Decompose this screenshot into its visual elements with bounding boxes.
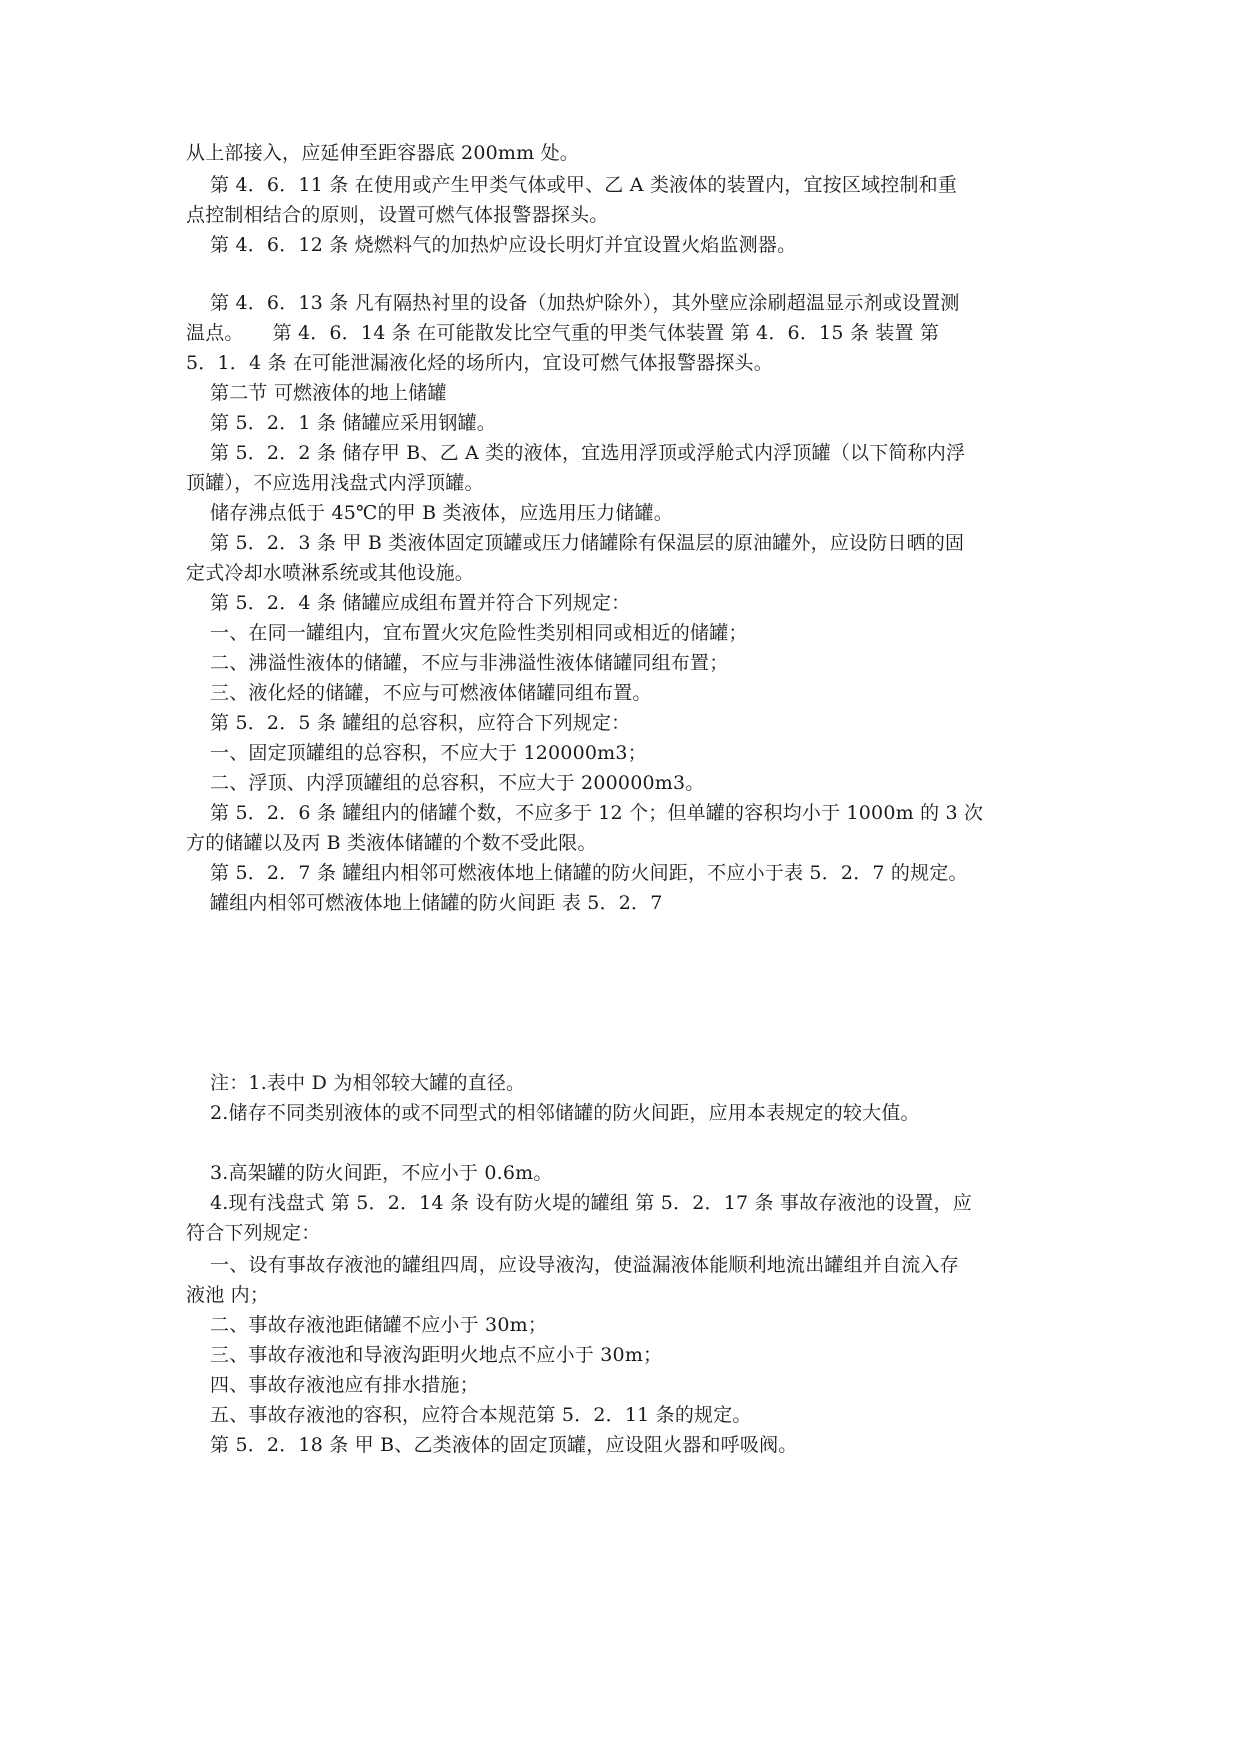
text-line: 符合下列规定： <box>186 1222 321 1244</box>
text-line: 二、事故存液池距储罐不应小于 30m； <box>210 1314 548 1336</box>
text-line: 第 5．2．3 条 甲 B 类液体固定顶罐或压力储罐除有保温层的原油罐外，应设防日晒的固 <box>210 532 965 554</box>
text-line: 第 5．2．7 条 罐组内相邻可燃液体地上储罐的防火间距，不应小于表 5．2．7 的规定。 <box>210 862 968 884</box>
text-line: 定式冷却水喷淋系统或其他设施。 <box>186 562 475 584</box>
text-line: 一、在同一罐组内，宜布置火灾危险性类别相同或相近的储罐； <box>210 622 748 644</box>
text-line: 第 5．2．6 条 罐组内的储罐个数，不应多于 12 个；但单罐的容积均小于 1000m 的 3 次 <box>210 802 984 824</box>
text-line: 第 5．2．5 条 罐组的总容积，应符合下列规定： <box>210 712 631 734</box>
text-line: 方的储罐以及丙 B 类液体储罐的个数不受此限。 <box>186 832 597 854</box>
text-line: 三、事故存液池和导液沟距明火地点不应小于 30m； <box>210 1344 663 1366</box>
text-line: 第 5．2．1 条 储罐应采用钢罐。 <box>210 412 496 434</box>
text-line: 二、浮顶、内浮顶罐组的总容积，不应大于 200000m3。 <box>210 772 705 794</box>
text-line: 从上部接入，应延伸至距容器底 200mm 处。 <box>186 142 579 164</box>
text-line: 第 5．2．4 条 储罐应成组布置并符合下列规定： <box>210 592 631 614</box>
text-line: 二、沸溢性液体的储罐，不应与非沸溢性液体储罐同组布置； <box>210 652 729 674</box>
text-line: 温点。 第 4．6．14 条 在可能散发比空气重的甲类气体装置 第 4．6．15 条 装置 第 <box>186 322 940 344</box>
text-line: 一、设有事故存液池的罐组四周，应设导液沟，使溢漏液体能顺利地流出罐组并自流入存 <box>210 1254 959 1276</box>
text-line: 四、事故存液池应有排水措施； <box>210 1374 479 1396</box>
text-line: 5．1．4 条 在可能泄漏液化烃的场所内，宜设可燃气体报警器探头。 <box>186 352 773 374</box>
text-line: 储存沸点低于 45℃的甲 B 类液体，应选用压力储罐。 <box>210 502 673 524</box>
text-line: 4.现有浅盘式 第 5．2．14 条 设有防火堤的罐组 第 5．2．17 条 事故存液池的设置，应 <box>210 1192 972 1214</box>
table-caption: 罐组内相邻可燃液体地上储罐的防火间距 表 5．2．7 <box>210 892 663 914</box>
text-line: 点控制相结合的原则，设置可燃气体报警器探头。 <box>186 204 609 226</box>
text-line: 第 4．6．11 条 在使用或产生甲类气体或甲、乙 A 类液体的装置内，宜按区域控制和重 <box>210 174 958 196</box>
text-line: 五、事故存液池的容积，应符合本规范第 5．2．11 条的规定。 <box>210 1404 752 1426</box>
text-line: 液池 内； <box>186 1284 270 1306</box>
text-line: 三、液化烃的储罐，不应与可燃液体储罐同组布置。 <box>210 682 652 704</box>
section-heading: 第二节 可燃液体的地上储罐 <box>210 382 447 404</box>
text-line: 顶罐），不应选用浅盘式内浮顶罐。 <box>186 472 484 494</box>
note-line: 注：1.表中 D 为相邻较大罐的直径。 <box>210 1072 526 1094</box>
text-line: 一、固定顶罐组的总容积，不应大于 120000m3； <box>210 742 647 764</box>
text-line: 第 5．2．2 条 储存甲 B、乙 A 类的液体，宜选用浮顶或浮舱式内浮顶罐（以下简称内浮 <box>210 442 966 464</box>
text-line: 第 5．2．18 条 甲 B、乙类液体的固定顶罐，应设阻火器和呼吸阀。 <box>210 1434 798 1456</box>
text-line: 第 4．6．13 条 凡有隔热衬里的设备（加热炉除外），其外壁应涂刷超温显示剂或设置测 <box>210 292 960 314</box>
note-line: 2.储存不同类别液体的或不同型式的相邻储罐的防火间距，应用本表规定的较大值。 <box>210 1102 920 1124</box>
note-line: 3.高架罐的防火间距，不应小于 0.6m。 <box>210 1162 553 1184</box>
text-line: 第 4．6．12 条 烧燃料气的加热炉应设长明灯并宜设置火焰监测器。 <box>210 234 797 256</box>
